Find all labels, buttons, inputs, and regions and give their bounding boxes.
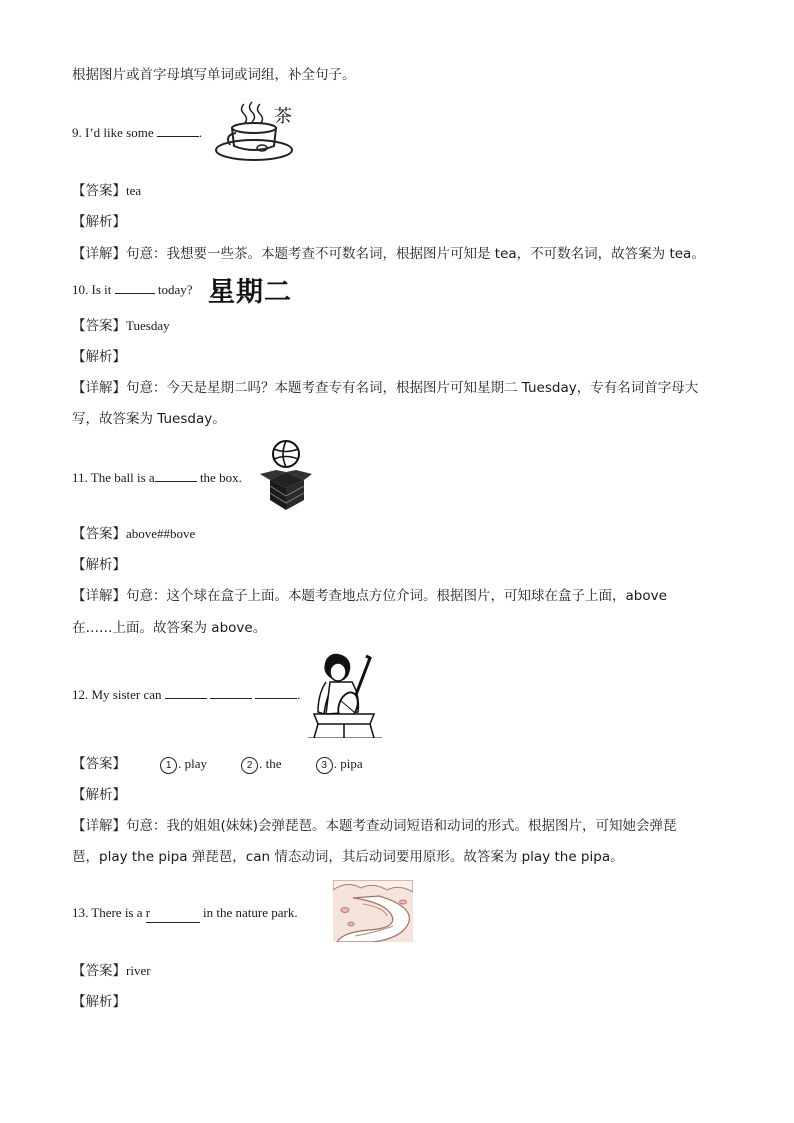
answer-9-value: tea	[126, 183, 142, 198]
detail-9	[72, 245, 705, 263]
answer-13-value: river	[126, 963, 151, 978]
question-11-stem	[72, 469, 242, 487]
analysis-label-9: 【解析】	[72, 214, 126, 230]
question-13-blank	[146, 904, 200, 923]
question-12-stem-start: 12. My sister can	[72, 687, 165, 702]
answer-10	[72, 317, 170, 336]
question-9-blank	[157, 124, 199, 137]
detail-11-text-1: 句意：这个球在盒子上面。本题考查地点方位介词。根据图片，可知球在盒子上面，above	[126, 588, 667, 604]
analysis-label-11: 【解析】	[72, 557, 126, 573]
tea-character-label: 茶	[274, 106, 292, 127]
question-10-blank	[115, 281, 155, 294]
question-9-stem-end: .	[198, 125, 203, 140]
analysis-label-10: 【解析】	[72, 349, 126, 365]
question-12-stem	[72, 686, 301, 704]
detail-11-text-2: 在……上面。故答案为 above。	[72, 620, 267, 636]
detail-label: 【详解】	[72, 588, 126, 604]
question-9-stem-start: 9. I’d like some	[72, 125, 157, 140]
detail-10-text-1: 句意：今天是星期二吗？本题考查专有名词，根据图片可知星期二 Tuesday，专有名词首字母大	[126, 380, 699, 396]
detail-11	[72, 587, 667, 605]
question-12-stem-end: .	[297, 687, 301, 702]
question-12-blank-1	[165, 686, 207, 699]
question-12-blank-3	[255, 686, 297, 699]
river-picture	[333, 880, 413, 942]
question-12-blank-2	[210, 686, 252, 699]
answer-12	[72, 755, 363, 774]
detail-label: 【详解】	[72, 818, 126, 834]
answer-12-circle-number-1: 1	[160, 757, 177, 774]
instruction-text: 根据图片或首字母填写单词或词组，补全句子。	[72, 67, 356, 83]
question-13-stem	[72, 904, 298, 923]
question-10-stem	[72, 281, 193, 299]
answer-12-value-2: . the	[259, 756, 282, 771]
detail-10-text-2: 写，故答案为 Tuesday。	[72, 411, 226, 427]
answer-12-item-1	[160, 755, 207, 774]
answer-10-value: Tuesday	[126, 318, 170, 333]
ball-above-box-picture	[256, 440, 312, 514]
answer-label: 【答案】	[72, 318, 126, 334]
answer-9	[72, 182, 141, 201]
analysis-label-12: 【解析】	[72, 787, 126, 803]
answer-11	[72, 525, 195, 544]
question-13-initial-letter: r	[145, 905, 151, 920]
question-11-blank	[155, 469, 197, 482]
answer-label: 【答案】	[72, 183, 126, 199]
answer-label: 【答案】	[72, 526, 126, 542]
answer-label: 【答案】	[72, 963, 126, 979]
tea-cup-picture	[214, 98, 298, 164]
question-9-stem	[72, 124, 202, 142]
analysis-label-13: 【解析】	[72, 994, 126, 1010]
girl-playing-pipa-picture	[304, 652, 384, 738]
question-13-stem-end: in the nature park.	[199, 905, 298, 920]
question-11-stem-start: 11. The ball is a	[72, 470, 155, 485]
question-11-stem-end: the box.	[196, 470, 242, 485]
answer-12-item-2	[241, 755, 281, 774]
answer-11-value: above##bove	[126, 526, 196, 541]
detail-label: 【详解】	[72, 380, 126, 396]
detail-9-text: 句意：我想要一些茶。本题考查不可数名词，根据图片可知是 tea，不可数名词，故答案为 tea。	[126, 246, 705, 262]
answer-13	[72, 962, 151, 981]
answer-12-circle-number-2: 2	[241, 757, 258, 774]
detail-label: 【详解】	[72, 246, 126, 262]
answer-12-circle-number-3: 3	[316, 757, 333, 774]
question-13-stem-start: 13. There is a	[72, 905, 146, 920]
detail-12-text-2: 琶，play the pipa 弹琵琶，can 情态动词，其后动词要用原形。故答案为 play the pipa。	[72, 849, 624, 865]
answer-label: 【答案】	[72, 756, 126, 772]
detail-10	[72, 379, 698, 397]
detail-12-text-1: 句意：我的姐姐(妹妹)会弹琵琶。本题考查动词短语和动词的形式。根据图片，可知她会弹琵	[126, 818, 677, 834]
answer-12-item-3	[316, 755, 363, 774]
answer-12-value-3: . pipa	[333, 756, 363, 771]
answer-12-value-1: . play	[178, 756, 208, 771]
question-10-stem-end: today?	[154, 282, 193, 297]
weekday-picture-text: 星期二	[208, 277, 292, 308]
detail-12	[72, 817, 677, 835]
question-10-stem-start: 10. Is it	[72, 282, 115, 297]
